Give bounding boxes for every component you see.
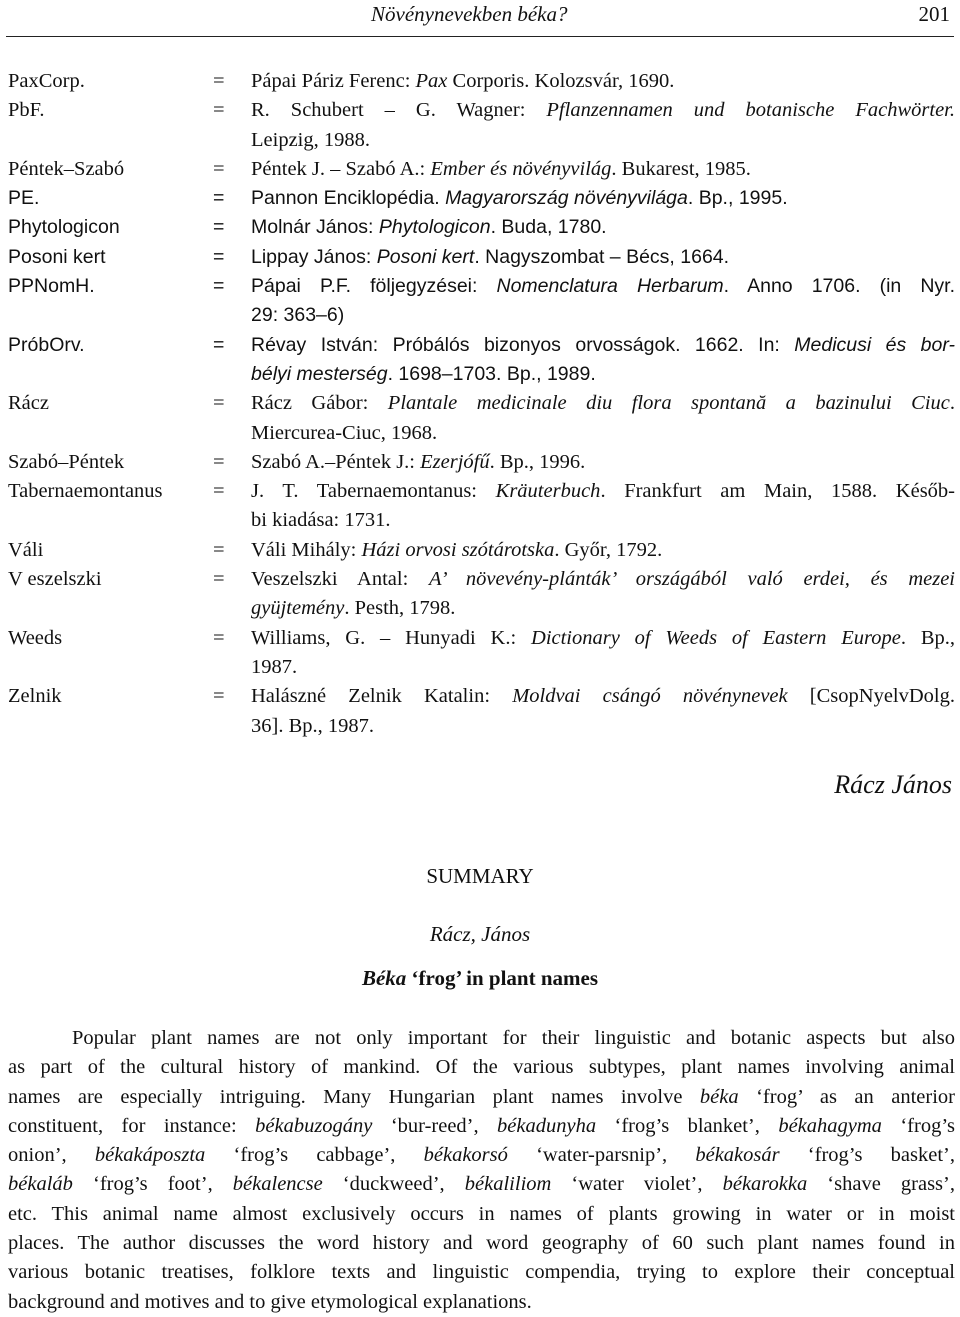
equals-sign: = xyxy=(213,538,225,561)
text-run: . xyxy=(949,392,955,415)
abbreviation-entry xyxy=(0,184,960,213)
equals-sign: = xyxy=(213,216,225,239)
text-run: . Nagyszombat – Bécs, 1664. xyxy=(474,245,730,268)
abbreviation-source xyxy=(251,67,955,96)
equals-sign: = xyxy=(213,626,225,649)
text-run: . Bp., 1995. xyxy=(687,187,788,210)
text-run: Pax xyxy=(415,70,448,92)
abbreviation-source xyxy=(251,155,955,184)
text-run: Szabó A.–Péntek J.: xyxy=(251,450,421,473)
abbreviation-entry xyxy=(0,389,960,448)
abbreviation-key: Váli xyxy=(8,538,44,561)
abbreviation-source xyxy=(251,389,955,448)
abbreviation-entry xyxy=(0,243,960,272)
abbreviation-entry xyxy=(0,213,960,242)
abbreviation-key: Posoni kert xyxy=(8,245,106,268)
equals-sign: = xyxy=(213,157,225,180)
text-run: Medicusi és bor- xyxy=(794,333,955,356)
source-line xyxy=(251,565,955,594)
source-line xyxy=(251,96,955,125)
abbreviation-key: Zelnik xyxy=(8,685,62,708)
abbreviation-source xyxy=(251,213,955,242)
abbreviation-entry xyxy=(0,67,960,96)
text-run: béka xyxy=(699,1085,739,1108)
abbreviation-key: Weeds xyxy=(8,626,63,649)
source-line xyxy=(251,213,955,242)
abbreviation-key: PaxCorp. xyxy=(8,70,85,92)
text-run: 29: 363–6) xyxy=(251,304,345,327)
abbreviation-entry xyxy=(0,565,960,624)
equals-sign: = xyxy=(213,275,225,298)
abbreviation-key: PPNomH. xyxy=(8,275,95,298)
summary-body xyxy=(8,1024,955,1317)
summary-title xyxy=(0,966,960,991)
text-run: Rácz Gábor: xyxy=(251,392,388,415)
summary-line xyxy=(8,1083,955,1112)
abbreviation-source xyxy=(251,184,955,213)
text-run: ‘frog’s basket’, xyxy=(779,1144,955,1167)
page-header xyxy=(0,0,960,36)
text-run: Lippay János: xyxy=(251,245,377,268)
source-line xyxy=(251,419,955,448)
text-run: ‘shave grass’, xyxy=(807,1173,955,1196)
source-line xyxy=(251,712,955,741)
abbreviation-key: PróbOrv. xyxy=(8,333,85,356)
source-line xyxy=(251,448,955,477)
abbreviation-source xyxy=(251,243,955,272)
source-line xyxy=(251,477,955,506)
source-line xyxy=(251,360,955,389)
abbreviation-source xyxy=(251,96,955,155)
text-run: constituent, for instance: xyxy=(8,1114,256,1137)
abbreviation-entry xyxy=(0,536,960,565)
text-run: . Bp., xyxy=(900,626,955,649)
text-run: ‘water-parsnip’, xyxy=(507,1144,696,1167)
text-run: ‘frog’s cabbage’, xyxy=(205,1144,424,1167)
abbreviation-key: Szabó–Péntek xyxy=(8,450,125,473)
source-line xyxy=(251,126,955,155)
text-run: békahagyma xyxy=(778,1114,882,1137)
source-line xyxy=(251,272,955,301)
summary-line xyxy=(8,1112,955,1141)
abbreviation-source xyxy=(251,331,955,390)
equals-sign: = xyxy=(213,333,225,356)
text-run: 1987. xyxy=(251,655,298,678)
abbreviation-entry xyxy=(0,331,960,390)
abbreviation-entry xyxy=(0,682,960,741)
text-run: A’ növevény-plánták’ országából való erdei, és mezei xyxy=(428,568,955,591)
abbreviation-key: Tabernaemontanus xyxy=(8,480,163,503)
text-run: Pápai Páriz Ferenc: xyxy=(251,70,416,92)
abbreviation-source xyxy=(251,448,955,477)
text-run: Pápai P.F. följegyzései: xyxy=(251,275,497,298)
source-line xyxy=(251,594,955,623)
text-run: békakorsó xyxy=(423,1144,508,1167)
text-run: ‘frog’s foot’, xyxy=(72,1173,233,1196)
abbreviation-source xyxy=(251,682,955,741)
author-signature: Rácz János xyxy=(834,770,952,799)
source-line xyxy=(251,536,955,565)
summary-line xyxy=(8,1229,955,1258)
text-run: . Frankfurt am Main, 1588. Későb- xyxy=(600,480,955,503)
summary-line xyxy=(8,1024,955,1053)
text-run: names are especially intriguing. Many Hungarian plant names involve xyxy=(8,1085,700,1108)
text-run: békakosár xyxy=(695,1144,780,1167)
text-run: ‘duckweed’, xyxy=(322,1173,465,1196)
summary-line xyxy=(8,1053,955,1082)
source-line xyxy=(251,67,955,96)
text-run: Pannon Enciklopédia. xyxy=(251,187,446,210)
text-run: . Győr, 1792. xyxy=(554,538,663,561)
text-run: onion’, xyxy=(8,1144,95,1167)
text-run: békaliliom xyxy=(464,1173,552,1196)
equals-sign: = xyxy=(213,450,225,473)
abbreviation-source xyxy=(251,624,955,683)
running-title: Növénynevekben béka? xyxy=(371,2,568,26)
abbreviation-entry xyxy=(0,448,960,477)
text-run: Péntek J. – Szabó A.: xyxy=(251,157,431,180)
abbreviation-entry xyxy=(0,272,960,331)
text-run: . 1698–1703. Bp., 1989. xyxy=(387,362,596,385)
abbreviation-key: V eszelszki xyxy=(8,568,102,591)
text-run: békakáposzta xyxy=(94,1144,206,1167)
text-run: Váli Mihály: xyxy=(251,538,362,561)
source-line xyxy=(251,389,955,418)
text-run: Molnár János: xyxy=(251,216,379,239)
equals-sign: = xyxy=(213,245,225,268)
equals-sign: = xyxy=(213,99,225,122)
abbreviation-entry xyxy=(0,155,960,184)
text-run: J. T. Tabernaemontanus: xyxy=(251,480,496,503)
equals-sign: = xyxy=(213,568,225,591)
text-run: [CsopNyelvDolg. xyxy=(787,685,955,708)
summary-line xyxy=(8,1141,955,1170)
abbreviation-list xyxy=(0,67,960,741)
source-line xyxy=(251,155,955,184)
text-run: ‘water violet’, xyxy=(551,1173,723,1196)
text-run: békaláb xyxy=(8,1173,73,1196)
summary-author: Rácz, János xyxy=(429,922,531,946)
abbreviation-source xyxy=(251,536,955,565)
text-run: bélyi mesterség xyxy=(251,362,388,385)
abbreviation-entry xyxy=(0,477,960,536)
abbreviation-key: Phytologicon xyxy=(8,216,120,239)
text-run: békalencse xyxy=(232,1173,323,1196)
abbreviation-source xyxy=(251,477,955,536)
text-run: ‘bur-reed’, xyxy=(372,1114,498,1137)
source-line xyxy=(251,184,955,213)
summary-line xyxy=(8,1200,955,1229)
text-run: background and motives and to give etymological explanations. xyxy=(8,1290,532,1313)
summary-title-italic: Béka xyxy=(361,966,407,990)
text-run: Popular plant names are not only important for their linguistic and botanic aspects but also xyxy=(72,1027,955,1049)
equals-sign: = xyxy=(213,187,225,210)
summary-line xyxy=(8,1258,955,1287)
abbreviation-entry xyxy=(0,96,960,155)
text-run: békadunyha xyxy=(497,1114,597,1137)
text-run: . Bukarest, 1985. xyxy=(611,157,751,180)
text-run: békarokka xyxy=(722,1173,808,1196)
text-run: Dictionary of Weeds of Eastern Europe xyxy=(531,626,901,649)
text-run: . Bp., 1996. xyxy=(489,450,586,473)
text-run: Ezerjófű xyxy=(420,450,490,473)
abbreviation-entry xyxy=(0,624,960,683)
text-run: békabuzogány xyxy=(255,1114,373,1137)
equals-sign: = xyxy=(213,685,225,708)
text-run: Plantale medicinale diu flora spontană a bazinului Ciuc xyxy=(387,392,950,415)
text-run: Révay István: Próbálós bizonyos orvosságok. 1662. In: xyxy=(251,333,795,356)
text-run: ‘frog’s xyxy=(881,1114,955,1137)
equals-sign: = xyxy=(213,392,225,415)
text-run: Leipzig, 1988. xyxy=(251,128,370,151)
abbreviation-key: PE. xyxy=(8,187,40,210)
summary-title-rest: ‘frog’ in plant names xyxy=(406,966,599,990)
text-run: ‘frog’ as an anterior xyxy=(738,1085,955,1108)
text-run: Phytologicon xyxy=(378,216,491,239)
text-run: Posoni kert xyxy=(376,245,475,268)
abbreviation-key: Péntek–Szabó xyxy=(8,157,125,180)
abbreviation-key: PbF. xyxy=(8,99,45,122)
text-run: Corporis. Kolozsvár, 1690. xyxy=(447,70,675,92)
text-run: gyüjtemény xyxy=(251,597,345,620)
summary-heading: SUMMARY xyxy=(426,864,534,888)
equals-sign: = xyxy=(213,70,225,92)
header-rule xyxy=(6,36,954,37)
source-line xyxy=(251,243,955,272)
text-run: Williams, G. – Hunyadi K.: xyxy=(251,626,532,649)
text-run: various botanic treatises, folklore texts and linguistic compendia, trying to explore their conceptual xyxy=(8,1261,955,1284)
source-line xyxy=(251,331,955,360)
text-run: Moldvai csángó növénynevek xyxy=(512,685,788,708)
source-line xyxy=(251,301,955,330)
text-run: Miercurea-Ciuc, 1968. xyxy=(251,421,438,444)
text-run: Pflanzennamen und botanische Fachwörter. xyxy=(546,99,956,122)
text-run: . Buda, 1780. xyxy=(490,216,607,239)
equals-sign: = xyxy=(213,480,225,503)
text-run: as part of the cultural history of mankind. Of the various subtypes, plant names involving animal xyxy=(8,1056,955,1079)
summary-line xyxy=(8,1170,955,1199)
text-run: bi kiadása: 1731. xyxy=(251,509,391,532)
source-line xyxy=(251,653,955,682)
text-run: Magyarország növényvilága xyxy=(445,187,688,210)
page-number: 201 xyxy=(918,2,950,26)
source-line xyxy=(251,624,955,653)
source-line xyxy=(251,682,955,711)
text-run: ‘frog’s blanket’, xyxy=(596,1114,779,1137)
abbreviation-source xyxy=(251,272,955,331)
text-run: . Anno 1706. (in Nyr. xyxy=(723,275,955,298)
text-run: Ember és növényvilág xyxy=(430,157,612,180)
text-run: . Pesth, 1798. xyxy=(344,597,456,620)
text-run: places. The author discusses the word history and word geography of 60 such plant names found in xyxy=(8,1232,955,1255)
text-run: Házi orvosi szótárotska xyxy=(361,538,555,561)
text-run: Veszelszki Antal: xyxy=(251,568,429,591)
abbreviation-key: Rácz xyxy=(8,392,49,415)
source-line xyxy=(251,506,955,535)
text-run: Halászné Zelnik Katalin: xyxy=(251,685,513,708)
abbreviation-source xyxy=(251,565,955,624)
text-run: etc. This animal name almost exclusively occurs in names of plants growing in water or in moist xyxy=(8,1202,955,1225)
text-run: Kräuterbuch xyxy=(495,480,601,503)
text-run: R. Schubert – G. Wagner: xyxy=(251,99,547,122)
text-run: Nomenclatura Herbarum xyxy=(496,275,724,298)
text-run: 36]. Bp., 1987. xyxy=(251,714,374,737)
